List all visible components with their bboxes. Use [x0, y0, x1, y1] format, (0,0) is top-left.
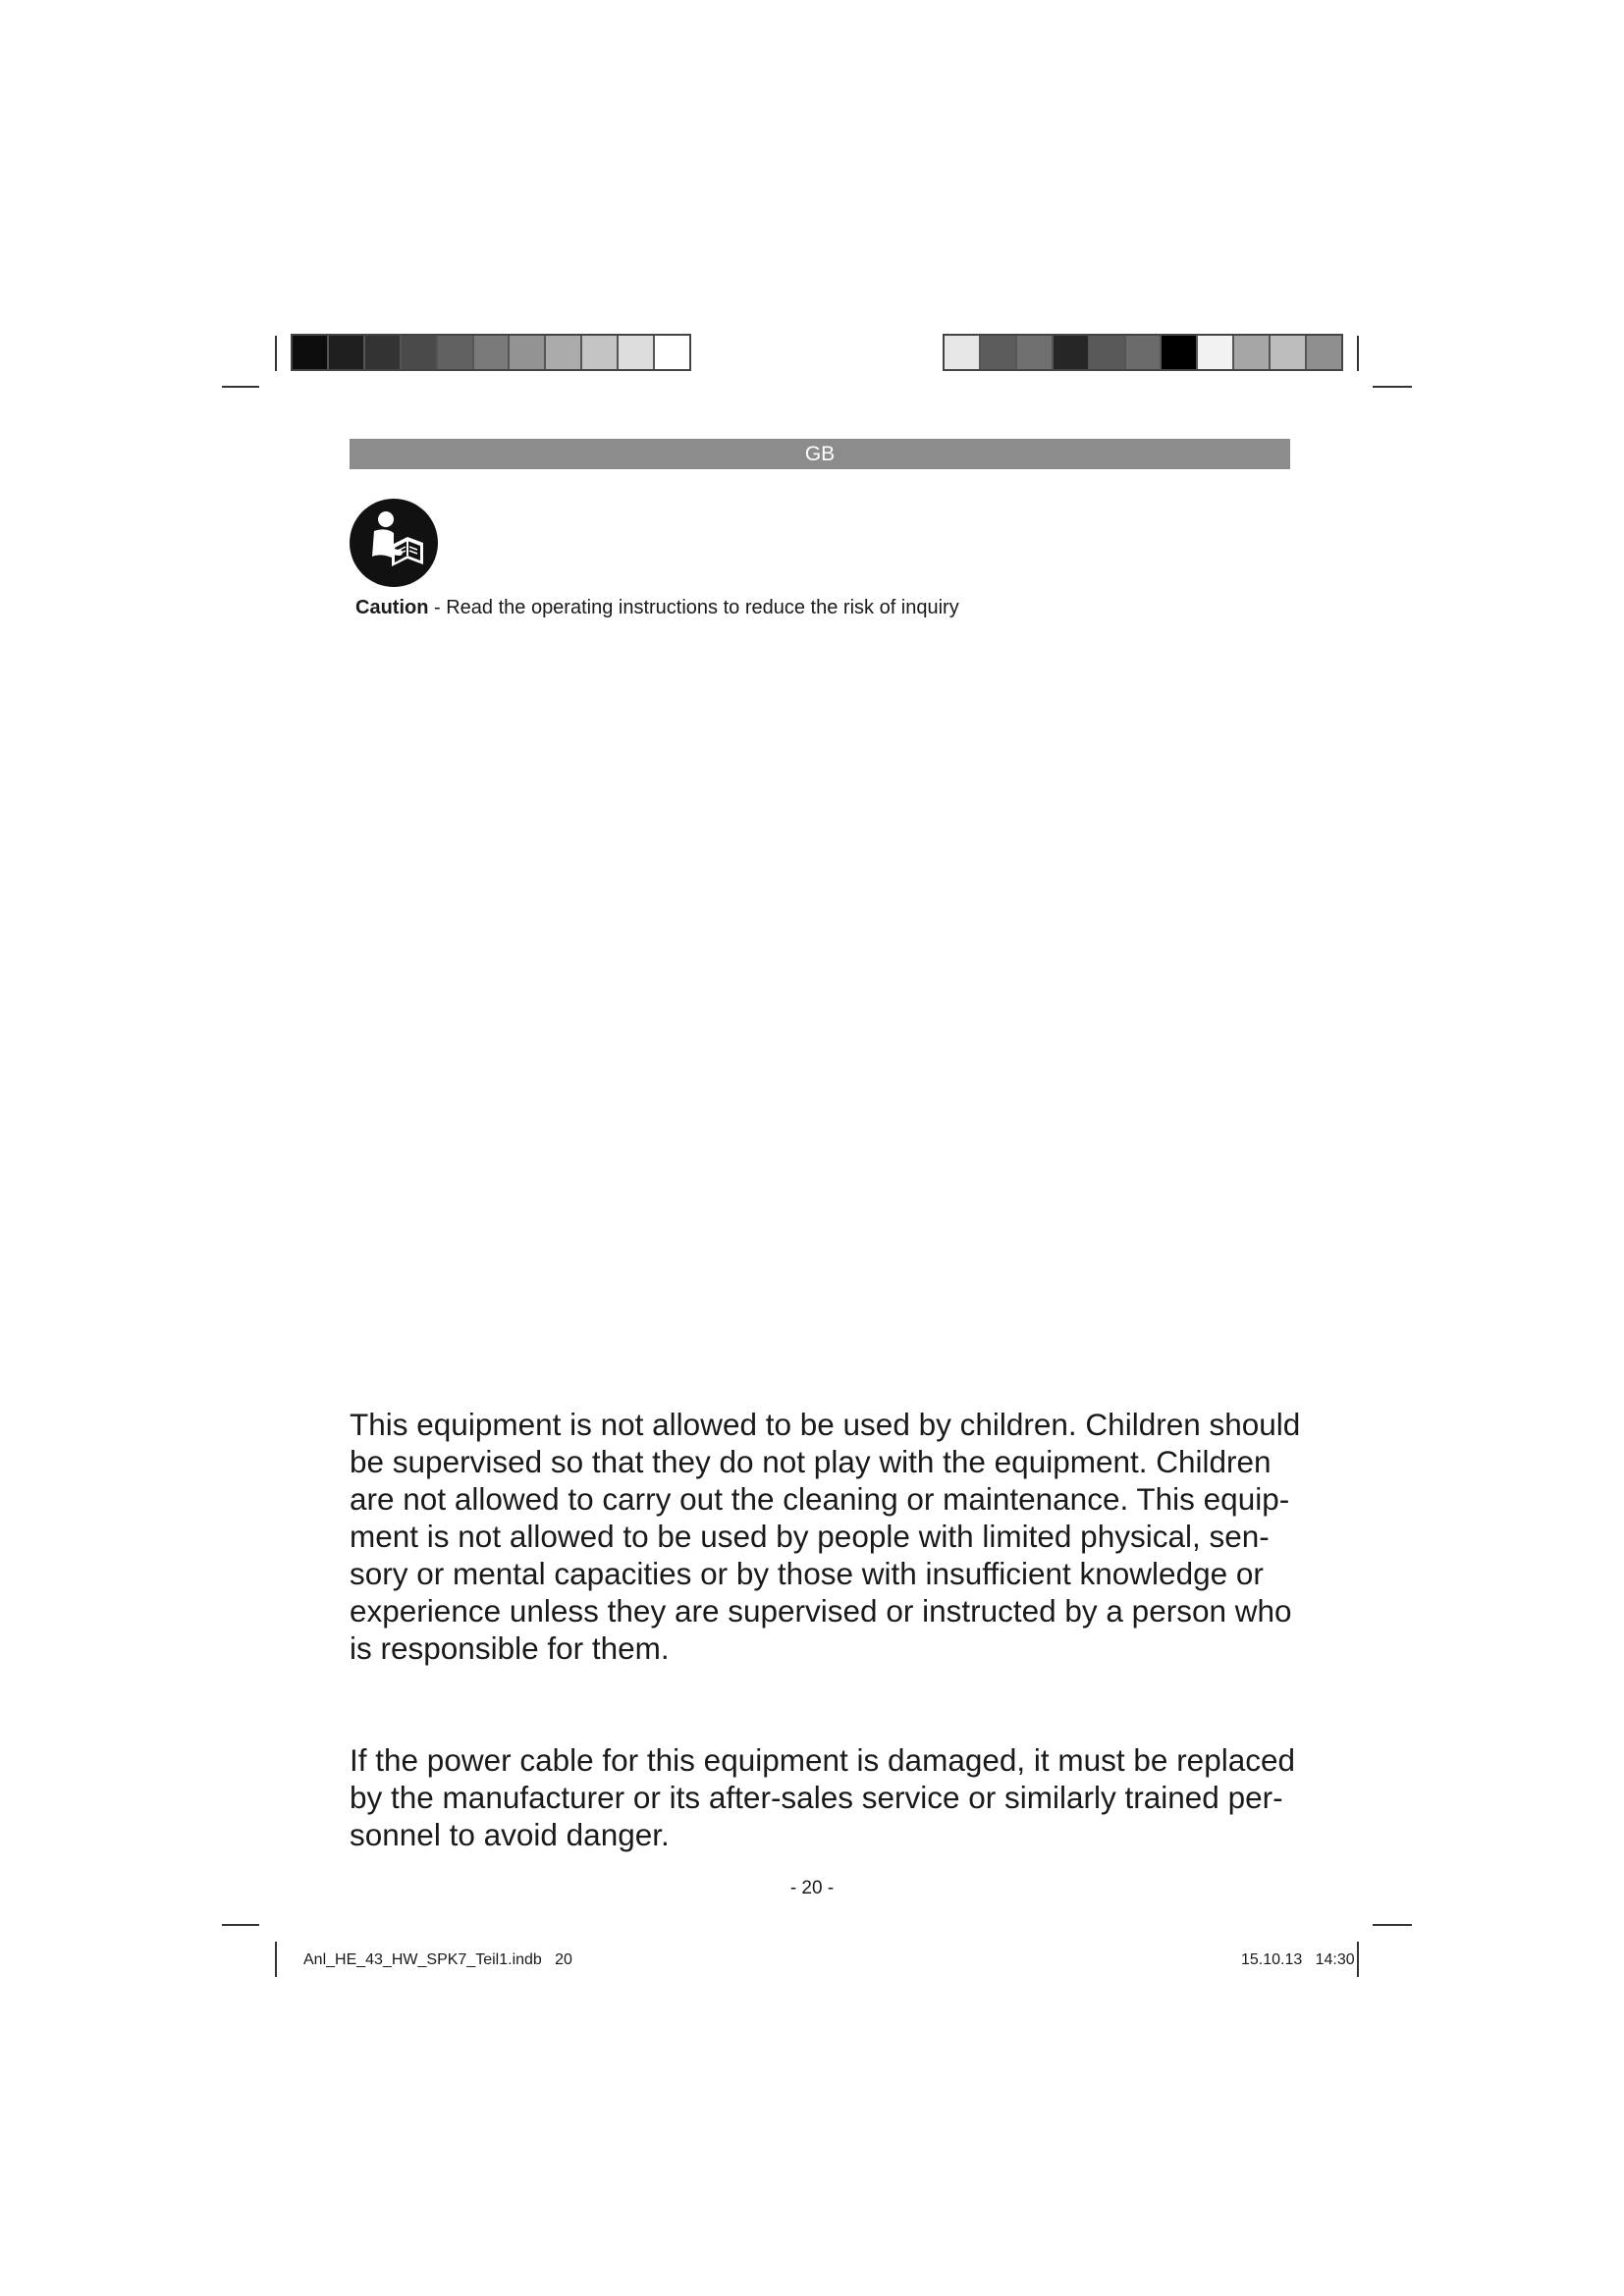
color-swatch — [1090, 336, 1126, 369]
power-cable-paragraph — [350, 1741, 1312, 1853]
color-swatch — [1234, 336, 1271, 369]
paragraph-line: This equipment is not allowed to be used by children. Children should — [350, 1407, 1301, 1442]
children-safety-paragraph — [350, 1406, 1312, 1667]
color-swatch — [1271, 336, 1307, 369]
color-swatch — [365, 336, 402, 369]
color-swatch — [510, 336, 546, 369]
color-swatch — [1017, 336, 1054, 369]
paragraph-line: be supervised so that they do not play with the equipment. Children — [350, 1444, 1272, 1479]
paragraph-line: ment is not allowed to be used by people with limited physical, sen- — [350, 1519, 1270, 1554]
page-number: - 20 - — [789, 1878, 835, 1898]
paragraph-line: experience unless they are supervised or instructed by a person who — [350, 1593, 1292, 1629]
right-color-calibration-bar — [943, 334, 1343, 371]
paragraph-line: is responsible for them. — [350, 1630, 670, 1666]
color-swatch — [402, 336, 438, 369]
caution-label: Caution — [355, 597, 429, 618]
caution-notice — [355, 597, 959, 619]
color-swatch — [1054, 336, 1090, 369]
crop-mark-top-right-horizontal — [1373, 386, 1412, 388]
crop-mark-top-right-vertical — [1357, 336, 1359, 371]
read-manual-icon — [349, 498, 439, 588]
color-swatch — [329, 336, 365, 369]
print-file-name: Anl_HE_43_HW_SPK7_Teil1.indb 20 — [303, 1951, 572, 1968]
caution-text: - Read the operating instructions to reduce the risk of inquiry — [428, 597, 959, 618]
crop-mark-bottom-left-horizontal — [222, 1924, 259, 1926]
color-swatch — [582, 336, 619, 369]
paragraph-line: sory or mental capacities or by those with insufficient knowledge or — [350, 1556, 1264, 1591]
paragraph-line: If the power cable for this equipment is damaged, it must be replaced — [350, 1742, 1296, 1778]
color-swatch — [619, 336, 655, 369]
crop-mark-top-left-vertical — [275, 336, 277, 371]
paragraph-line: by the manufacturer or its after-sales service or similarly trained per- — [350, 1780, 1283, 1815]
color-swatch — [1307, 336, 1341, 369]
color-swatch — [438, 336, 474, 369]
color-swatch — [945, 336, 981, 369]
color-swatch — [1198, 336, 1234, 369]
color-swatch — [293, 336, 329, 369]
crop-mark-bottom-left-vertical — [275, 1942, 277, 1977]
paragraph-line: sonnel to avoid danger. — [350, 1817, 670, 1852]
color-swatch — [1162, 336, 1198, 369]
color-swatch — [655, 336, 689, 369]
crop-mark-top-left-horizontal — [222, 386, 259, 388]
paragraph-line: are not allowed to carry out the cleaning or maintenance. This equip- — [350, 1481, 1290, 1517]
crop-mark-bottom-right-vertical — [1357, 1942, 1359, 1977]
left-color-calibration-bar — [291, 334, 691, 371]
crop-mark-bottom-right-horizontal — [1373, 1924, 1412, 1926]
color-swatch — [981, 336, 1017, 369]
language-band — [350, 439, 1290, 469]
color-swatch — [1126, 336, 1163, 369]
language-label: GB — [804, 443, 836, 465]
print-timestamp: 15.10.13 14:30 — [1241, 1951, 1355, 1968]
color-swatch — [546, 336, 582, 369]
color-swatch — [474, 336, 511, 369]
